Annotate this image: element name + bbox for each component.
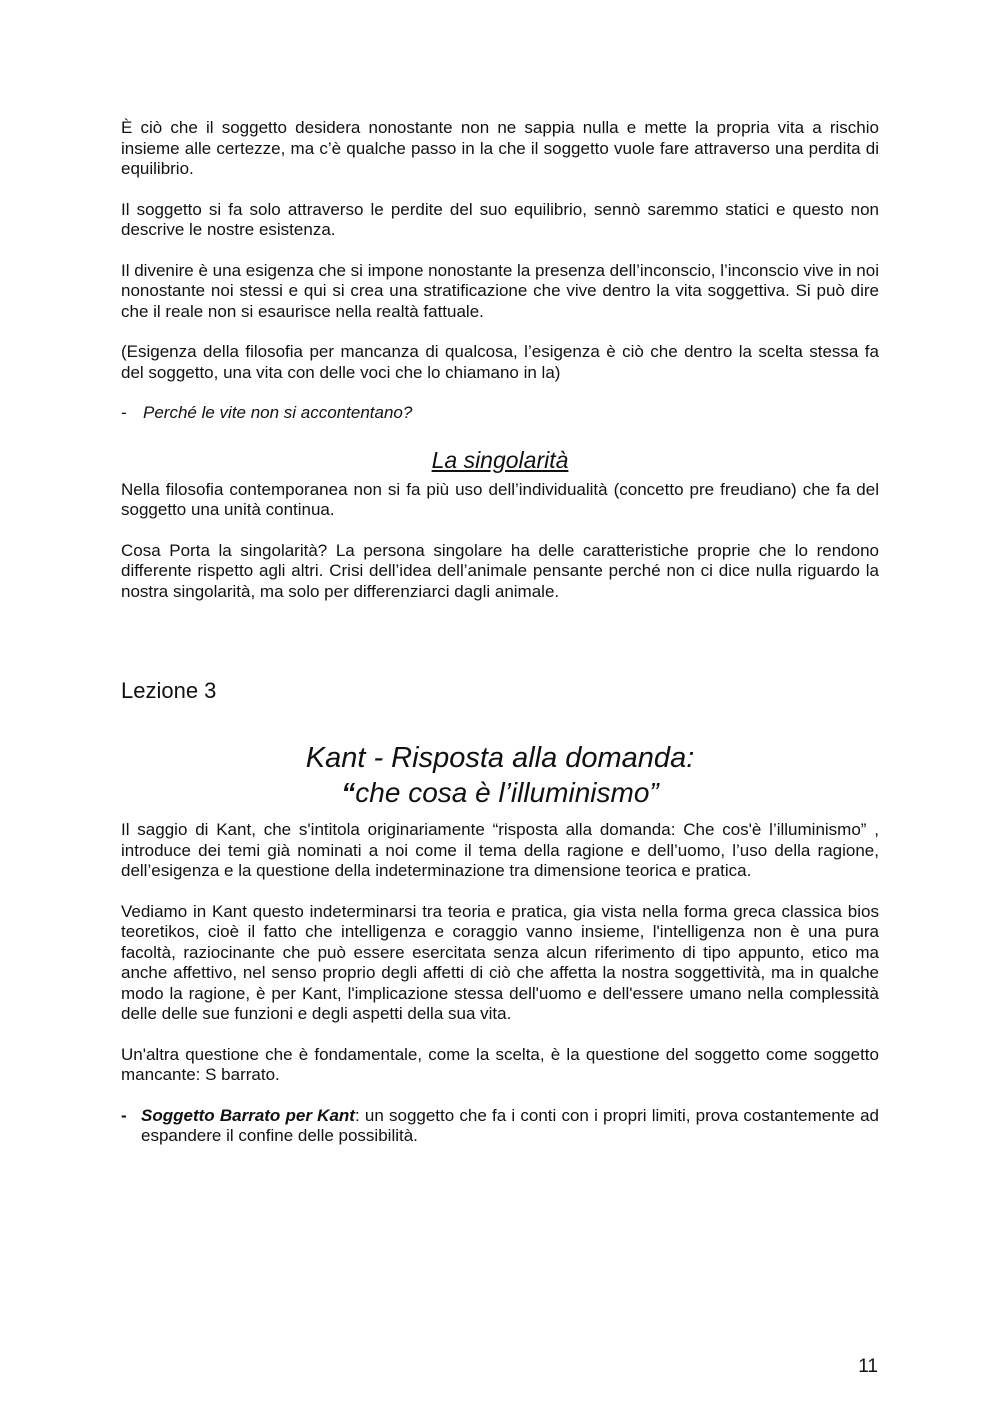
section-title-singolarita: La singolarità [431, 446, 569, 473]
kant-subtitle-text: che cosa è l’illuminismo” [355, 777, 659, 808]
paragraph-esigenza: (Esigenza della filosofia per mancanza di qualcosa, l’esigenza è ciò che dentro la scelta stessa fa del soggetto, una vita con delle voci che lo chiamano in la) [121, 342, 879, 382]
bullet-soggetto-barrato [121, 1106, 879, 1147]
page-number: 11 [858, 1356, 878, 1377]
lesson-heading: Lezione 3 [121, 678, 217, 703]
paragraph-singolarita: Cosa Porta la singolarità? La persona singolare ha delle caratteristiche proprie che lo rendono differente rispetto agli altri. Crisi dell’idea dell’animale pensante perché non ci dice nulla riguardo la nostra singolarità, ma solo per differenziarci dagli animale. [121, 540, 879, 601]
bullet-bold-term: Soggetto Barrato per Kant [141, 1105, 355, 1125]
kant-subtitle [121, 776, 879, 810]
paragraph-soggetto-mancante: Un'altra questione che è fondamentale, come la scelta, è la questione del soggetto come soggetto mancante: S barrato. [121, 1044, 879, 1084]
bullet-soggetto-barrato-text [141, 1106, 879, 1147]
paragraph-individualita: Nella filosofia contemporanea non si fa più uso dell’individualità (concetto pre freudiano) che fa del soggetto una unità continua. [121, 479, 879, 519]
bullet-dash: - [121, 403, 127, 422]
paragraph-saggio: Il saggio di Kant, che s'intitola originariamente “risposta alla domanda: Che cos'è l’illuminismo” , introduce dei temi già nominati a noi come il tema della ragione e dell’uomo, l’uso della ragione, dell’esigenza e la questione della indeterminazione tra dimensione teorica e pratica. [121, 820, 879, 880]
kant-subtitle-open-quote: “ [341, 777, 356, 808]
bullet-question-text: Perché le vite non si accontentano? [143, 403, 413, 422]
paragraph-equilibrio: Il soggetto si fa solo attraverso le perdite del suo equilibrio, sennò saremmo statici e questo non descrive le nostre esistenza. [121, 199, 879, 239]
bullet-question [121, 403, 879, 424]
kant-title: Kant - Risposta alla domanda: [305, 742, 695, 774]
paragraph-divenire: Il divenire è una esigenza che si impone nonostante la presenza dell’inconscio, l’inconscio vive in noi nonostante noi stessi e qui si crea una stratificazione che vive dentro la vita soggettiva. Si può dire che il reale non si esaurisce nella realtà fattuale. [121, 260, 879, 321]
paragraph-desiderio: È ciò che il soggetto desidera nonostante non ne sappia nulla e mette la propria vita a rischio insieme alle certezze, ma c’è qualche passo in la che il soggetto vuole fare attraverso una perdita di equilibrio. [121, 118, 879, 178]
bullet-dash-2: - [121, 1105, 127, 1125]
paragraph-teoria-pratica: Vediamo in Kant questo indeterminarsi tra teoria e pratica, gia vista nella forma greca classica bios teoretikos, cioè il fatto che intelligenza e coraggio vanno insieme, l'intelligenza non è una pura facoltà, raziocinante che può essere esercitata senza alcun riferimento di tipo appunto, etico ma anche affettivo, nel senso proprio degli affetti di ciò che affetta la nostra soggettività, ma in qualche modo la ragione, è per Kant, l'implicazione stessa dell'uomo e dell'essere umano nella complessità delle delle sue funzioni e degli aspetti della sua vita. [121, 901, 879, 1023]
bullet-rest-text: : un soggetto che fa i conti con i propri limiti, prova costantemente ad espandere il confine delle possibilità. [141, 1105, 879, 1145]
document-page [121, 118, 879, 1147]
